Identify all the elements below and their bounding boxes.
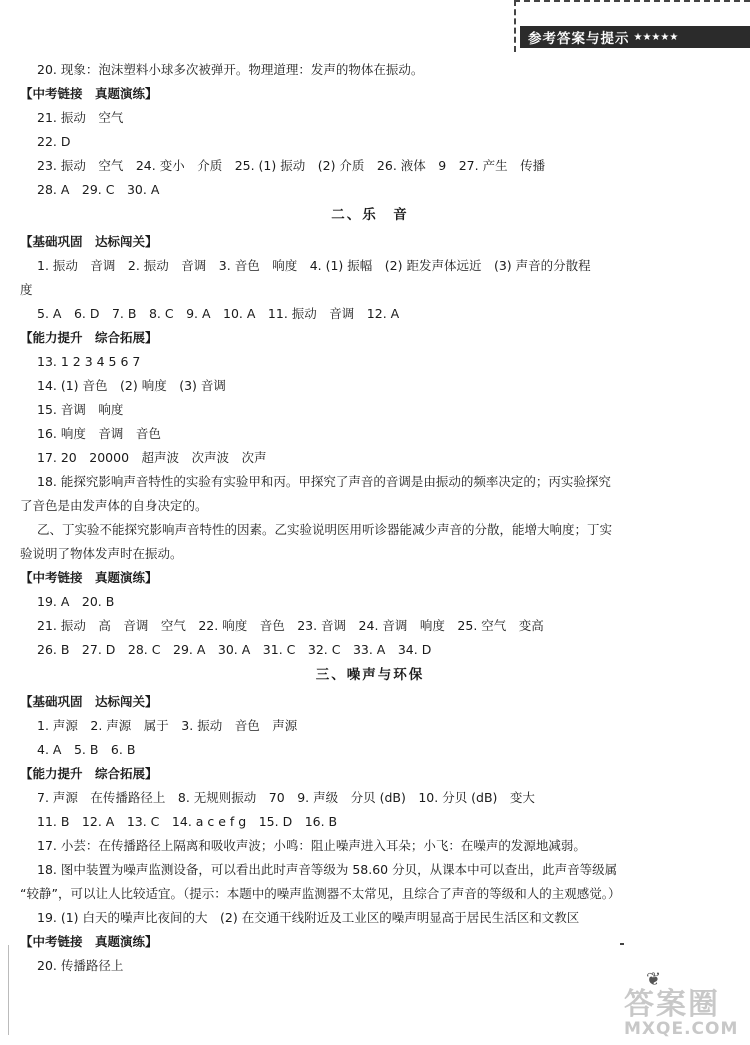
section-heading: 【基础巩固 达标闯关】	[20, 234, 158, 249]
left-margin-rule	[8, 945, 9, 1035]
answer-line: 11. B 12. A 13. C 14. a c e f g 15. D 16. B	[37, 814, 338, 829]
answer-line: 验说明了物体发声时在振动。	[20, 546, 183, 561]
answer-line: 23. 振动 空气 24. 变小 介质 25. (1) 振动 (2) 介质 26. 液体 9 27. 产生 传播	[37, 158, 546, 173]
header-dashed-border	[514, 0, 750, 8]
chapter-title: 三、噪声与环保	[315, 667, 425, 683]
answer-line: 20. 传播路径上	[37, 958, 124, 973]
answer-line: 14. (1) 音色 (2) 响度 (3) 音调	[37, 378, 226, 393]
chapter-title: 二、乐 音	[331, 207, 409, 223]
watermark-text: 答案圈	[624, 987, 720, 1022]
section-heading: 【中考链接 真题演练】	[20, 570, 158, 585]
watermark-url: MXQE.COM	[624, 1019, 739, 1039]
answer-line: 4. A 5. B 6. B	[37, 742, 136, 757]
section-heading: 【能力提升 综合拓展】	[20, 330, 158, 345]
answer-line: 26. B 27. D 28. C 29. A 30. A 31. C 32. C 33. A 34. D	[37, 642, 432, 657]
page-header-banner	[520, 26, 750, 48]
answer-line: 1. 振动 音调 2. 振动 音调 3. 音色 响度 4. (1) 振幅 (2) 距发声体远近 (3) 声音的分散程	[37, 258, 591, 273]
answer-line: 19. (1) 白天的噪声比夜间的大 (2) 在交通干线附近及工业区的噪声明显高于居民生活区和文教区	[37, 910, 580, 925]
answer-line: 17. 小芸：在传播路径上隔离和吸收声波；小鸣：阻止噪声进入耳朵；小飞：在噪声的发源地减弱。	[37, 838, 586, 853]
answer-line: 19. A 20. B	[37, 594, 115, 609]
answer-line: 1. 声源 2. 声源 属于 3. 振动 音色 声源	[37, 718, 298, 733]
answer-line: 5. A 6. D 7. B 8. C 9. A 10. A 11. 振动 音调 12. A	[37, 306, 400, 321]
answer-line: 18. 能探究影响声音特性的实验有实验甲和丙。甲探究了声音的音调是由振动的频率决定的；丙实验探究	[37, 474, 611, 489]
page-mark	[620, 943, 624, 945]
answer-line: “较静”，可以让人比较适宜。（提示：本题中的噪声监测器不太常见，且综合了声音的等级和人的主观感觉。）	[20, 886, 621, 901]
answer-line: 15. 音调 响度	[37, 402, 124, 417]
answer-line: 乙、丁实验不能探究影响声音特性的因素。乙实验说明医用听诊器能减少声音的分散，能增大响度；丁实	[37, 522, 613, 537]
section-heading: 【中考链接 真题演练】	[20, 86, 158, 101]
header-stars-icon: ★★★★★	[633, 31, 679, 43]
answer-content	[20, 62, 720, 982]
answer-line: 18. 图中装置为噪声监测设备，可以看出此时声音等级为 58.60 分贝，从课本中可以查出，此声音等级属	[37, 862, 618, 877]
leaf-icon: ❦	[646, 969, 662, 990]
header-dashed-divider	[514, 0, 516, 52]
answer-line: 21. 振动 高 音调 空气 22. 响度 音色 23. 音调 24. 音调 响度 25. 空气 变高	[37, 618, 544, 633]
answer-line: 7. 声源 在传播路径上 8. 无规则振动 70 9. 声级 分贝 (dB) 10. 分贝 (dB) 变大	[37, 790, 535, 805]
section-heading: 【能力提升 综合拓展】	[20, 766, 158, 781]
answer-line: 13. 1 2 3 4 5 6 7	[37, 354, 141, 369]
answer-line: 22. D	[37, 134, 71, 149]
answer-line: 度	[20, 282, 33, 297]
section-heading: 【基础巩固 达标闯关】	[20, 694, 158, 709]
answer-line: 20. 现象：泡沫塑料小球多次被弹开。物理道理：发声的物体在振动。	[37, 62, 424, 77]
answer-line: 28. A 29. C 30. A	[37, 182, 160, 197]
answer-line: 了音色是由发声体的自身决定的。	[20, 498, 208, 513]
answer-line: 21. 振动 空气	[37, 110, 124, 125]
section-heading: 【中考链接 真题演练】	[20, 934, 158, 949]
answer-line: 17. 20 20000 超声波 次声波 次声	[37, 450, 267, 465]
answer-line: 16. 响度 音调 音色	[37, 426, 161, 441]
watermark-logo	[618, 969, 748, 1041]
page-header-title: 参考答案与提示	[528, 31, 630, 47]
